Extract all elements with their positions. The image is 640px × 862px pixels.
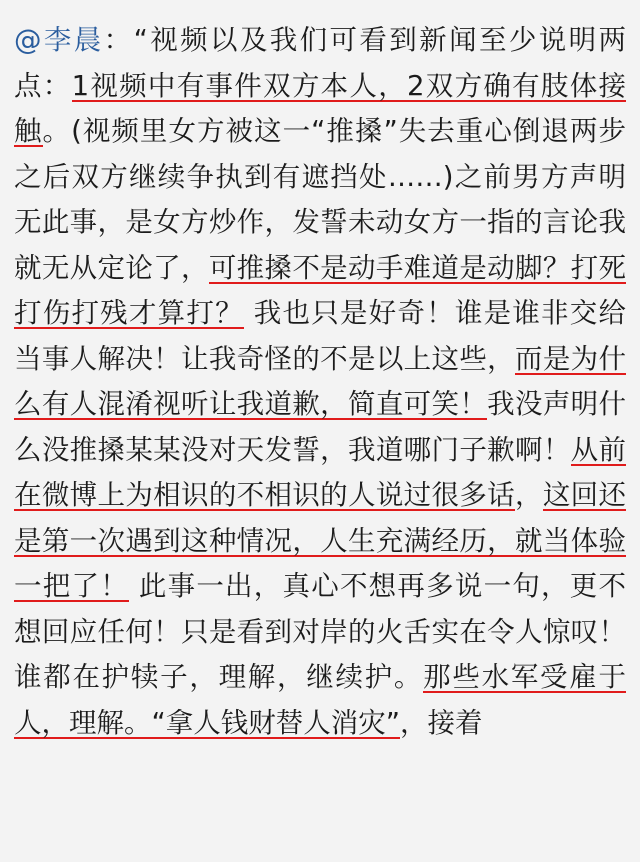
weibo-post-text xyxy=(14,18,626,746)
text-segment: 我也只是好奇！谁是谁非交给当事人解决！让我奇怪的不是以上这些， xyxy=(14,297,626,375)
text-segment: ， xyxy=(515,479,543,511)
post-content-segments xyxy=(14,24,626,741)
highlighted-text-segment: 可推搡不是动手难道是动脚？打死打伤打残才算打？ xyxy=(14,251,627,329)
highlighted-text-segment: 这回还是第一次遇到这种情况，人生充满经历，就当体验一把了！ xyxy=(14,479,627,602)
text-segment: ，接着 xyxy=(400,706,483,739)
handle-colon: ： xyxy=(103,24,134,56)
author-handle[interactable]: @李晨 xyxy=(14,24,104,56)
highlighted-text-segment: 1视频中有事件双方本人，2双方确有肢体接触 xyxy=(14,69,626,147)
text-segment: 我没声明什么没推搡某某没对天发誓，我道哪门子歉啊！ xyxy=(14,388,627,466)
highlighted-text-segment: 从前在微博上为相识的不相识的人说过很多话 xyxy=(14,433,627,511)
text-segment: 此事一出，真心不想再多说一句，更不想回应任何！只是看到对岸的火舌实在令人惊叹！谁都在护犊子，理解，继续护。 xyxy=(14,570,626,693)
bottom-fade-overlay xyxy=(0,836,640,862)
highlighted-text-segment: 那些水军受雇于人，理解。“拿人钱财替人消灾” xyxy=(14,661,627,739)
highlighted-text-segment: 而是为什么有人混淆视听让我道歉，简直可笑！ xyxy=(14,342,626,420)
text-segment: “视频以及我们可看到新闻至少说明两点： xyxy=(14,24,627,102)
text-segment: 。(视频里女方被这一“推搡”失去重心倒退两步之后双方继续争执到有遮挡处……)之前男方声明无此事，是女方炒作，发誓未动女方一指的言论我就无从定论了， xyxy=(14,115,626,284)
